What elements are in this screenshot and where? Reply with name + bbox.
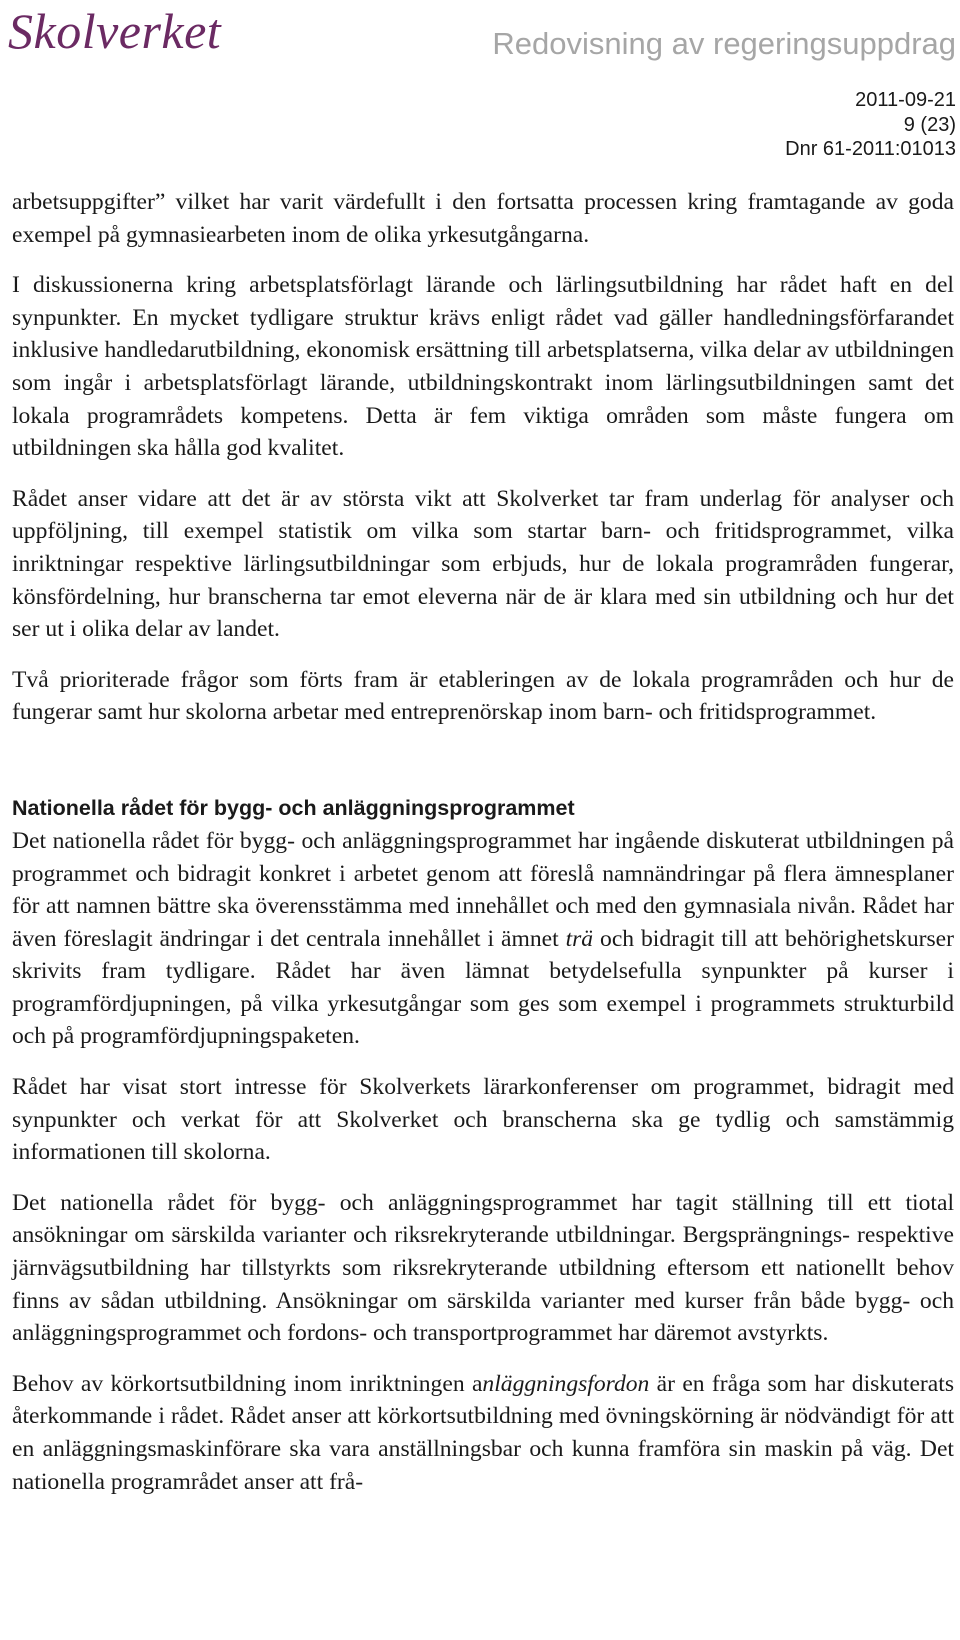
paragraph-text: Det nationella rådet för bygg- och anläggningsprogrammet har ingående diskuterat utbildningen på programmet och bidragit konkret i arbetet genom att föreslå namnändringar på flera ämnesplaner för att namnen bättre ska överensstämma med innehållet och med den gymnasiala nivån. Rådet har även föreslagit ändringar i det centrala innehållet i ämnet (12, 827, 954, 952)
registration-number: Dnr 61-2011:01013 (785, 138, 956, 160)
paragraph: Två prioriterade frågor som förts fram är etableringen av de lokala programråden och hur de fungerar samt hur skolorna arbetar med entreprenörskap inom barn- och fritidsprogrammet. (12, 666, 954, 726)
paragraph-text: är en fråga som har diskuterats återkommande i rådet. Rådet anser att körkortsutbildning med övningskörning är nödvändigt för att en anläggningsmaskinförare ska vara anställningsbar och kunna framföra sin maskin på väg. Det nationella programrådet anser att frå- (12, 1370, 954, 1495)
page-number: 9 (23) (903, 113, 956, 136)
paragraph (12, 1368, 954, 1498)
skolverket-logo: Skolverket (8, 3, 222, 59)
document-meta (785, 88, 956, 162)
paragraph: Rådet anser vidare att det är av största vikt att Skolverket tar fram underlag för analyser och uppföljning, till exempel statistik om vilka som startar barn- och fritidsprogrammet, vilka inriktningar respektive lärlingsutbildningar som erbjuds, hur de lokala programråden fungerar, könsfördelning, hur branscherna tar emot eleverna när de är klara med sin utbildning och hur det ser ut i olika delar av landet. (12, 485, 954, 643)
emphasized-term: nläggningsfordon (482, 1370, 650, 1397)
emphasized-term: trä (565, 925, 594, 952)
paragraph: I diskussionerna kring arbetsplatsförlagt lärande och lärlingsutbildning har rådet haft en del synpunkter. En mycket tydligare struktur krävs enligt rådet vad gäller handledningsförfarandet inklusive handledarutbildning, ekonomisk ersättning till arbetsplatserna, vilka delar av utbildningen som ingår i arbetsplatsförlagt lärande, utbildningskontrakt inom lärlingsutbildningen samt det lokala programrådets kompetens. Detta är fem viktiga områden som måste fungera om utbildningen ska hålla god kvalitet. (12, 272, 954, 462)
paragraph: Det nationella rådet för bygg- och anläggningsprogrammet har tagit ställning till ett tiotal ansökningar om särskilda varianter och riksrekryterande utbildningar. Bergsprängnings- respektive järnvägsutbildning har tillstyrkts som riksrekryterande utbildning eftersom ett nationellt behov finns av sådan utbildning. Ansökningar om särskilda varianter med kurser från både bygg- och anläggningsprogrammet och fordons- och transportprogrammet har däremot avstyrkts. (12, 1189, 954, 1347)
document-body (12, 186, 954, 1516)
paragraph: Rådet har visat stort intresse för Skolverkets lärarkonferenser om programmet, bidragit med synpunkter och verkat för att Skolverket och branscherna ska ge tydlig och samstämmig informationen till skolorna. (12, 1074, 954, 1166)
paragraph-text: och bidragit till att behörighetskurser skrivits fram tydligare. Rådet har även lämnat betydelsefulla synpunkter på kurser i programfördjupningen, på vilka yrkesutgångar som ges som exempel i programmets strukturbild och på programfördjupningspaketen. (12, 925, 954, 1050)
paragraph (12, 825, 954, 1053)
document-type-heading: Redovisning av regeringsuppdrag (492, 26, 956, 61)
paragraph-text: Behov av körkortsutbildning inom inriktningen a (12, 1370, 483, 1397)
document-date: 2011-09-21 (855, 89, 956, 111)
section-heading: Nationella rådet för bygg- och anläggningsprogrammet (12, 795, 575, 820)
paragraph: arbetsuppgifter” vilket har varit värdefullt i den fortsatta processen kring framtagande av goda exempel på gymnasiearbeten inom de olika yrkesutgångarna. (12, 189, 954, 248)
